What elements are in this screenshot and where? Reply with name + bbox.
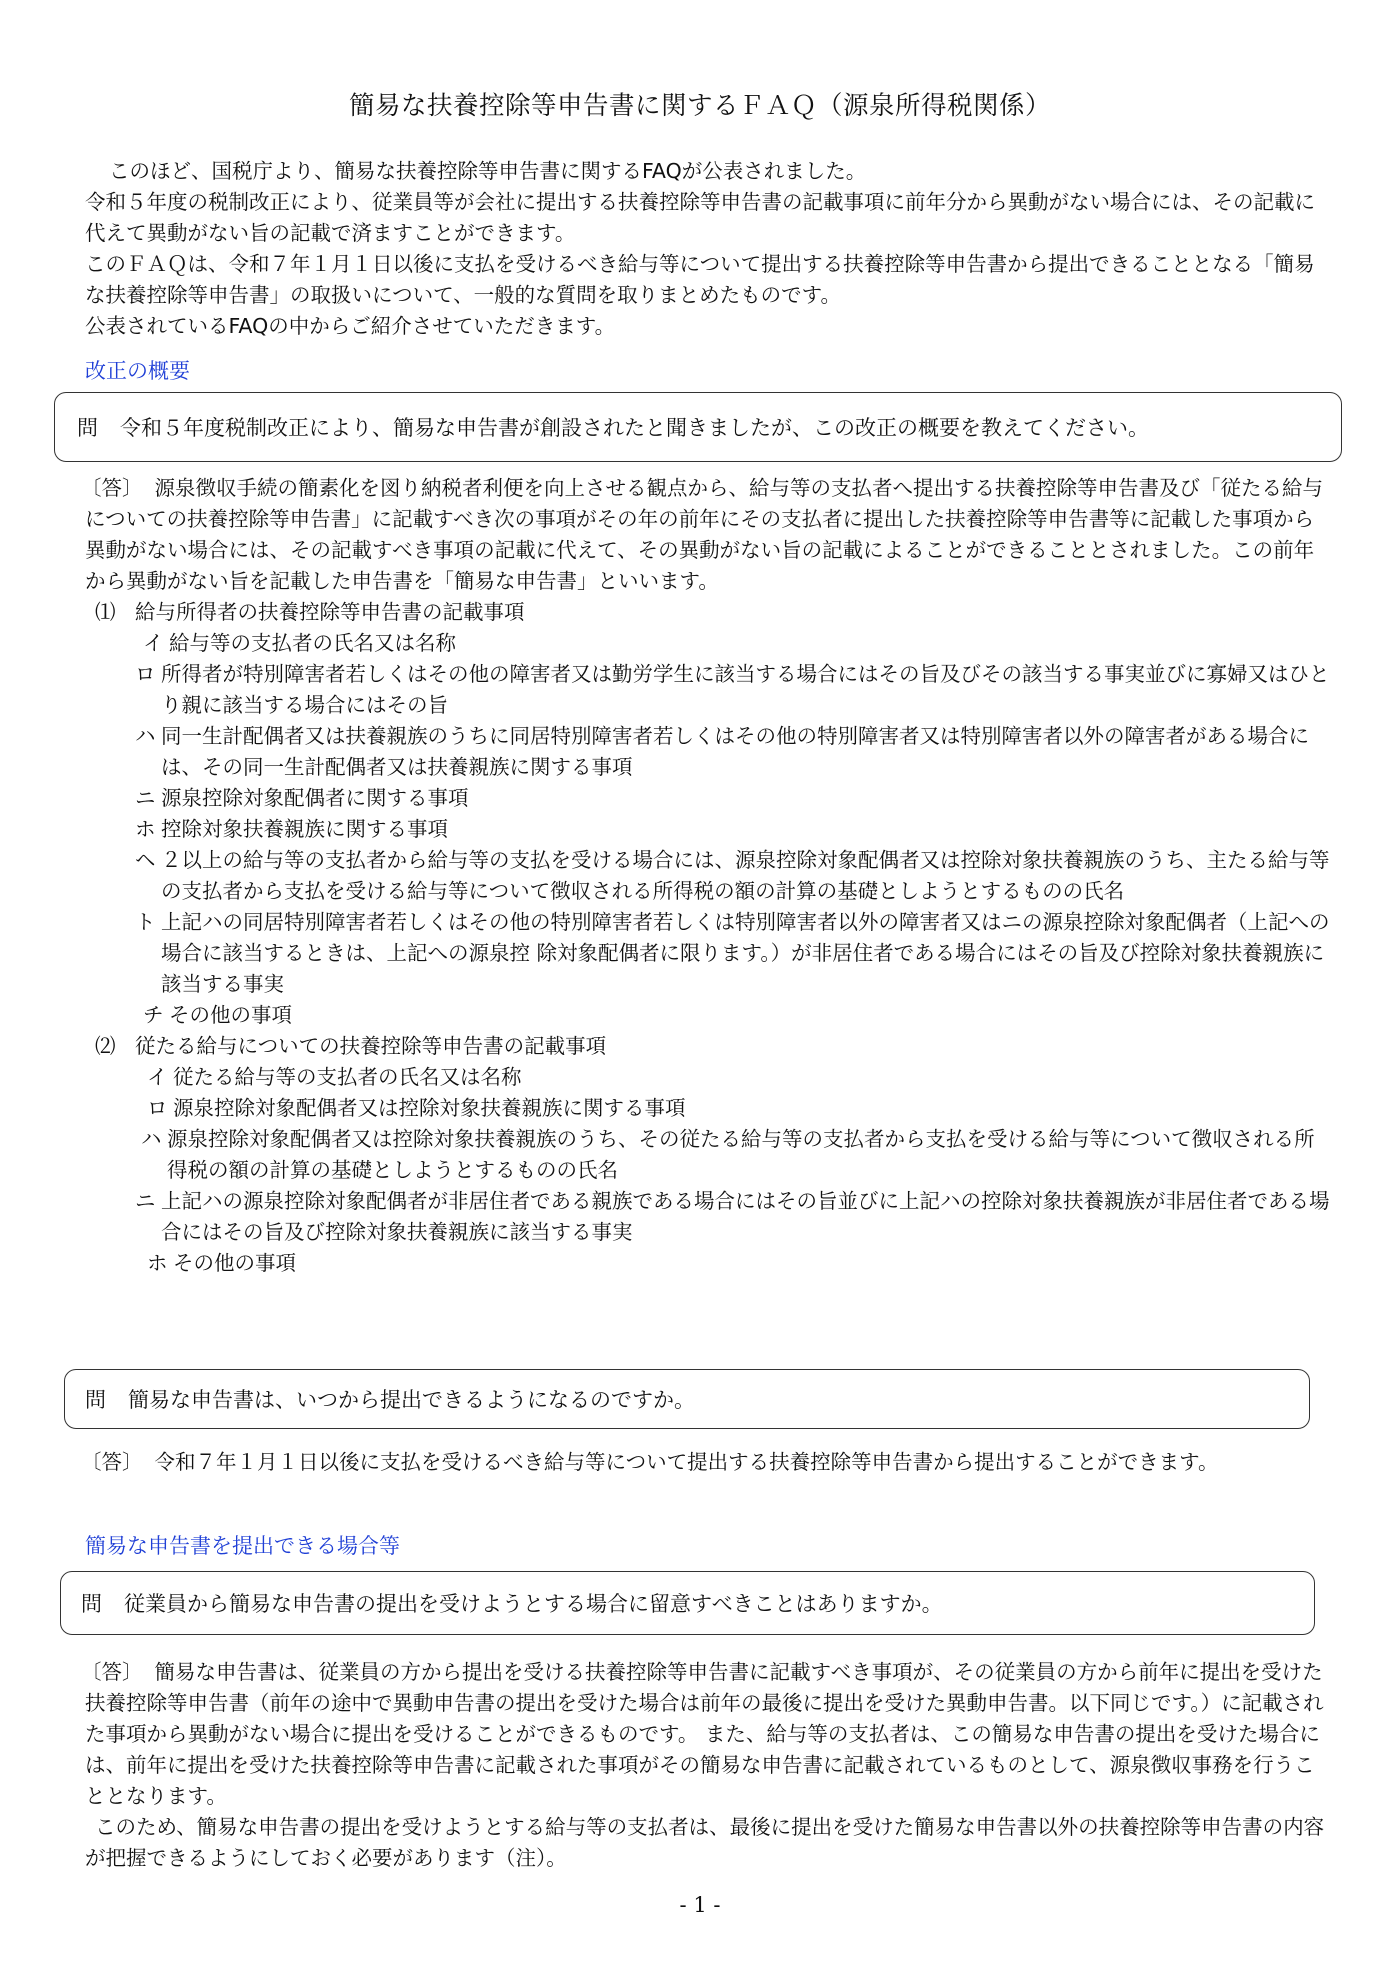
answer-mark: 〔答〕 (81, 476, 143, 500)
item-marker: ニ (135, 786, 156, 810)
answer-text: 源泉徴収手続の簡素化を図り納税者利便を向上させる観点から、給与等の支払者へ提出する扶養控除等申告書及び「従たる給与についての扶養控除等申告書」に記載すべき次の事項がその年の前年にその支払者に提出した扶養控除等申告書等に記載した事項から異動がない場合には、その記載すべき事項の記載に代えて、その異動がない旨の記載によることができることとされました。この前年から異動がない旨を記載した申告書を「簡易な申告書」といいます。 (85, 476, 1323, 593)
item-text: 所得者が特別障害者若しくはその他の障害者又は勤労学生に該当する場合にはその旨及びその該当する事実並びに寡婦又はひとり親に該当する場合にはその旨 (161, 662, 1330, 717)
list-item (135, 814, 1330, 845)
item-text: その他の事項 (169, 1003, 292, 1027)
item-marker: イ (147, 1065, 168, 1089)
list-item (135, 1000, 1330, 1031)
list-item (135, 1093, 1330, 1124)
item-text: ２以上の給与等の支払者から給与等の支払を受ける場合には、源泉控除対象配偶者又は控除対象扶養親族のうち、主たる給与等の支払者から支払を受ける給与等について徴収される所得税の額の計算の基礎としようとするものの氏名 (161, 848, 1330, 903)
question-box-1 (54, 392, 1342, 462)
list-item (135, 783, 1330, 814)
list-item (135, 1124, 1330, 1186)
item-text: 上記ハの同居特別障害者若しくはその他の特別障害者若しくは特別障害者以外の障害者又はニの源泉控除対象配偶者（上記への場合に該当するときは、上記への源泉控 除対象配偶者に限ります。）が非居住者である場合にはその旨及び控除対象扶養親族に該当する事実 (161, 910, 1330, 996)
item-marker: ホ (147, 1251, 168, 1275)
item-text: 従たる給与等の支払者の氏名又は名称 (173, 1065, 522, 1089)
item-marker: ヘ (135, 848, 156, 872)
page-number: - 1 - (679, 1893, 721, 1917)
list-number: ⑵ (95, 1034, 116, 1058)
item-text: 同一生計配偶者又は扶養親族のうちに同居特別障害者若しくはその他の特別障害者又は特別障害者以外の障害者がある場合には、その同一生計配偶者又は扶養親族に関する事項 (161, 724, 1309, 779)
answer-mark: 〔答〕 (81, 1660, 143, 1684)
answer-block-1 (81, 473, 1330, 1279)
item-text: 上記ハの源泉控除対象配偶者が非居住者である親族である場合にはその旨並びに上記ハの控除対象扶養親族が非居住者である場合にはその旨及び控除対象扶養親族に該当する事実 (161, 1189, 1330, 1244)
item-marker: ロ (135, 662, 156, 686)
answer-block-3 (81, 1657, 1330, 1874)
intro-paragraph: 公表されているFAQの中からご紹介させていただきます。 (85, 314, 616, 338)
list-number: ⑴ (95, 600, 116, 624)
question-mark: 問 (85, 1388, 106, 1412)
page-title: 簡易な扶養控除等申告書に関するＦＡＱ（源泉所得税関係） (348, 91, 1051, 121)
list-2-items (85, 1062, 1330, 1279)
list-heading-text: 従たる給与についての扶養控除等申告書の記載事項 (135, 1034, 607, 1058)
item-text: 給与等の支払者の氏名又は名称 (169, 631, 456, 655)
list-heading (85, 1031, 1330, 1062)
list-heading (85, 597, 1330, 628)
question-mark: 問 (77, 416, 98, 440)
item-marker: ト (135, 910, 156, 934)
question-mark: 問 (81, 1592, 102, 1616)
item-marker: チ (143, 1003, 164, 1027)
answer-block-2 (81, 1447, 1330, 1478)
item-marker: ロ (147, 1096, 168, 1120)
question-box-3 (60, 1571, 1315, 1635)
intro-paragraph: 令和５年度の税制改正により、従業員等が会社に提出する扶養控除等申告書の記載事項に前年分から異動がない場合には、その記載に代えて異動がない旨の記載で済ますことができます。 (85, 190, 1315, 245)
section-heading-revision-overview: 改正の概要 (85, 359, 190, 383)
item-text: 源泉控除対象配偶者又は控除対象扶養親族のうち、その従たる給与等の支払者から支払を受ける給与等について徴収される所得税の額の計算の基礎としようとするものの氏名 (167, 1127, 1315, 1182)
list-item (135, 721, 1330, 783)
answer-text: 簡易な申告書は、従業員の方から提出を受ける扶養控除等申告書に記載すべき事項が、その従業員の方から前年に提出を受けた扶養控除等申告書（前年の途中で異動申告書の提出を受けた場合は前年の最後に提出を受けた異動申告書。以下同じです。）に記載された事項から異動がない場合に提出を受けることができるものです。 また、給与等の支払者は、この簡易な申告書の提出を受けた場合には、前年に提出を受けた扶養控除等申告書に記載された事項がその簡易な申告書に記載されているものとして、源泉徴収事務を行うこととなります。 (85, 1660, 1324, 1808)
question-box-2 (64, 1369, 1310, 1429)
list-item (135, 907, 1330, 1000)
intro-paragraph: このＦＡＱは、令和７年１月１日以後に支払を受けるべき給与等について提出する扶養控除等申告書から提出できることとなる「簡易な扶養控除等申告書」の取扱いについて、一般的な質問を取りまとめたものです。 (85, 252, 1315, 307)
question-text: 令和５年度税制改正により、簡易な申告書が創設されたと聞きましたが、この改正の概要を教えてください。 (120, 416, 1149, 440)
item-text: その他の事項 (173, 1251, 296, 1275)
answer-text-continued: このため、簡易な申告書の提出を受けようとする給与等の支払者は、最後に提出を受けた簡易な申告書以外の扶養控除等申告書の内容が把握できるようにしておく必要があります（注）。 (85, 1815, 1325, 1870)
list-item (135, 1248, 1330, 1279)
intro-block (85, 156, 1330, 342)
list-item (135, 628, 1330, 659)
list-item (135, 1186, 1330, 1248)
question-text: 簡易な申告書は、いつから提出できるようになるのですか。 (128, 1388, 695, 1412)
item-marker: ホ (135, 817, 156, 841)
answer-mark: 〔答〕 (81, 1450, 143, 1474)
item-text: 控除対象扶養親族に関する事項 (161, 817, 448, 841)
item-text: 源泉控除対象配偶者に関する事項 (161, 786, 469, 810)
list-item (135, 1062, 1330, 1093)
item-marker: ニ (135, 1189, 156, 1213)
item-marker: ハ (141, 1127, 162, 1151)
list-item (135, 845, 1330, 907)
list-1-items (85, 628, 1330, 1031)
list-heading-text: 給与所得者の扶養控除等申告書の記載事項 (135, 600, 525, 624)
list-item (135, 659, 1330, 721)
item-text: 源泉控除対象配偶者又は控除対象扶養親族に関する事項 (173, 1096, 686, 1120)
answer-text: 令和７年１月１日以後に支払を受けるべき給与等について提出する扶養控除等申告書から提出することができます。 (154, 1450, 1219, 1474)
question-text: 従業員から簡易な申告書の提出を受けようとする場合に留意すべきことはありますか。 (124, 1592, 943, 1616)
item-marker: イ (143, 631, 164, 655)
intro-paragraph: このほど、国税庁より、簡易な扶養控除等申告書に関するFAQが公表されました。 (109, 159, 867, 183)
item-marker: ハ (135, 724, 156, 748)
section-heading-simple-declaration: 簡易な申告書を提出できる場合等 (85, 1534, 400, 1558)
